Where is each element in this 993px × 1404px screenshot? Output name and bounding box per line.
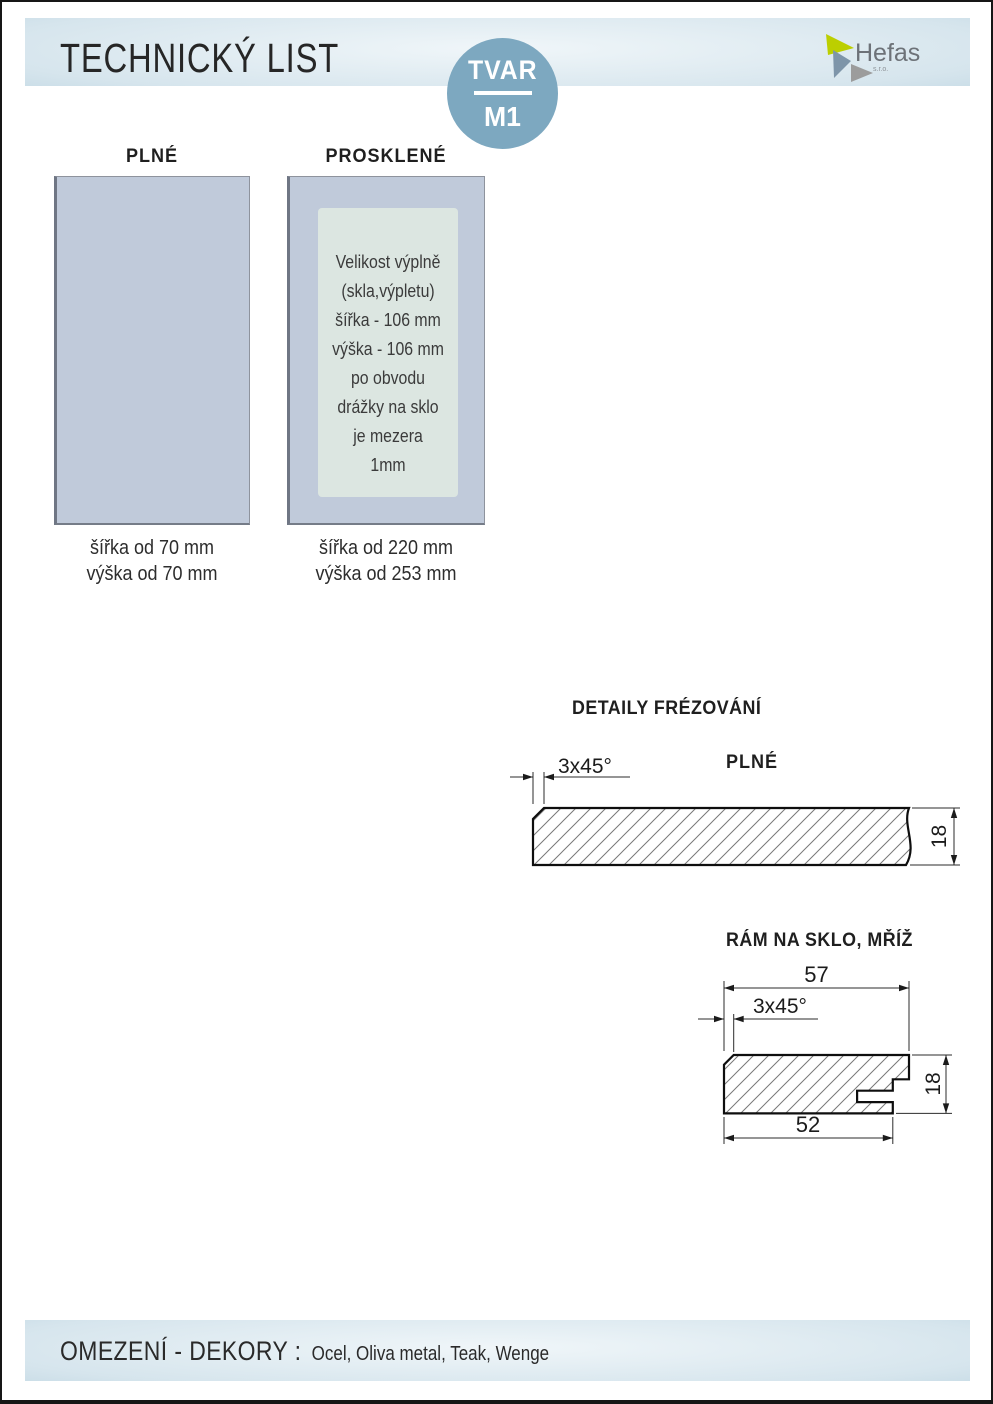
decor-restrictions — [60, 1336, 549, 1367]
arrowhead — [714, 1016, 724, 1022]
arrowhead — [943, 1055, 949, 1065]
glass-note-line: šířka - 106 mm — [335, 310, 441, 330]
arrowhead — [724, 1135, 734, 1141]
shape-badge-divider — [474, 91, 532, 95]
solid-panel-heading: PLNÉ — [126, 146, 178, 167]
shape-badge-code: M1 — [484, 100, 521, 132]
decor-restrictions-label: OMEZENÍ - DEKORY : — [60, 1336, 302, 1366]
arrowhead — [734, 1016, 744, 1022]
glass-note-line: je mezera — [353, 426, 423, 446]
arrowhead — [544, 774, 554, 780]
decor-list: Ocel, Oliva metal, Teak, Wenge — [311, 1343, 550, 1365]
glass-note-line: výška - 106 mm — [332, 339, 444, 359]
glass-note-line: drážky na sklo — [337, 397, 439, 417]
logo-text: Hefas — [855, 39, 920, 67]
thickness-dimension: 18 — [928, 824, 951, 849]
arrowhead — [523, 774, 533, 780]
arrowhead — [724, 985, 734, 991]
logo-steel-triangle — [833, 50, 851, 78]
glass-note-line: po obvodu — [350, 368, 425, 388]
bottom-width-dimension: 52 — [795, 1112, 821, 1137]
shape-badge — [447, 38, 558, 149]
solid-cross-section-drawing — [502, 747, 977, 877]
solid-detail-label: PLNÉ — [726, 752, 778, 773]
top-width-dimension: 57 — [804, 962, 829, 987]
glazed-door-panel — [287, 176, 485, 525]
arrowhead — [883, 1135, 893, 1141]
shape-badge-top: TVAR — [467, 54, 538, 85]
solid-panel-caption — [64, 535, 240, 587]
glazed-panel-caption — [297, 535, 475, 587]
caption-line: výška od 70 mm — [86, 563, 218, 585]
arrowhead — [943, 1103, 949, 1113]
logo-suffix: s.r.o. — [873, 66, 889, 73]
solid-profile-shape — [533, 808, 911, 865]
arrowhead — [951, 855, 957, 865]
milling-details-heading: DETAILY FRÉZOVÁNÍ — [572, 698, 762, 719]
page-title: TECHNICKÝ LIST — [60, 35, 340, 81]
hefas-logo-icon — [800, 28, 920, 90]
glass-note-line: 1mm — [370, 455, 406, 475]
glass-insert — [318, 208, 458, 497]
frame-section-heading: RÁM NA SKLO, MŘÍŽ — [726, 930, 913, 951]
glass-note — [326, 208, 449, 480]
frame-profile-drawing — [660, 954, 993, 1169]
logo-lime-triangle — [826, 34, 854, 55]
thickness-dimension: 18 — [922, 1072, 945, 1096]
caption-line: šířka od 70 mm — [89, 537, 215, 559]
caption-line: šířka od 220 mm — [318, 537, 454, 559]
glazed-panel-heading: PROSKLENÉ — [325, 146, 447, 167]
caption-line: výška od 253 mm — [315, 563, 457, 585]
glass-note-line: Velikost výplně — [335, 252, 441, 272]
arrowhead — [951, 808, 957, 818]
chamfer-dimension: 3x45° — [753, 995, 807, 1018]
frame-profile-shape — [724, 1055, 909, 1113]
solid-door-panel — [54, 176, 250, 525]
glass-note-line: (skla,výpletu) — [341, 281, 435, 301]
chamfer-dimension: 3x45° — [558, 755, 612, 778]
arrowhead — [899, 985, 909, 991]
